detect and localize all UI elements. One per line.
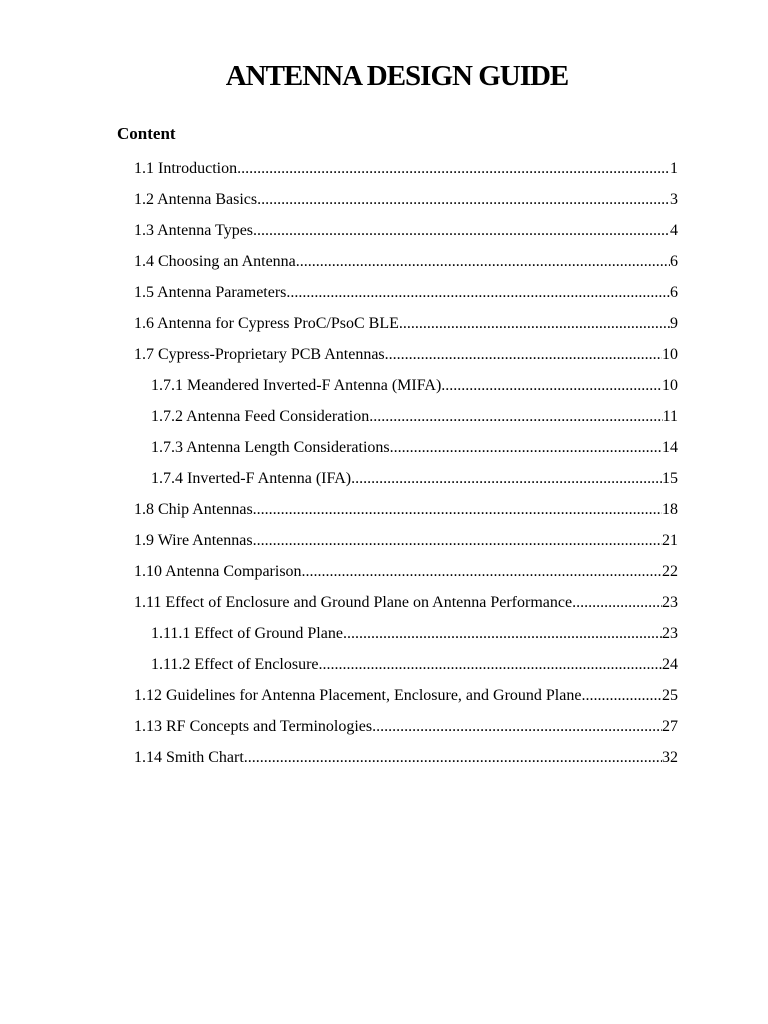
toc-dot-leader <box>369 405 662 429</box>
toc-entry-page-number: 15 <box>662 469 678 487</box>
toc-entry[interactable] <box>0 618 768 649</box>
toc-entry-page-number: 10 <box>662 376 678 394</box>
toc-dot-leader <box>319 653 663 677</box>
toc-entry-title: 1.8 Chip Antennas <box>134 500 253 518</box>
toc-dot-leader <box>244 746 662 770</box>
toc-dot-leader <box>296 250 670 274</box>
toc-dot-leader <box>253 498 662 522</box>
toc-entry-title: 1.7.4 Inverted-F Antenna (IFA) <box>151 469 352 487</box>
toc-entry-page-number: 14 <box>662 438 678 456</box>
toc-entry-page-number: 9 <box>670 314 678 332</box>
toc-entry[interactable] <box>0 711 768 742</box>
toc-entry[interactable] <box>0 308 768 339</box>
toc-entry-page-number: 27 <box>662 717 678 735</box>
toc-entry-title: 1.11.2 Effect of Enclosure <box>151 655 319 673</box>
toc-dot-leader <box>581 684 662 708</box>
toc-dot-leader <box>257 188 670 212</box>
toc-entry[interactable] <box>0 742 768 773</box>
toc-entry[interactable] <box>0 153 768 184</box>
toc-entry-title: 1.11 Effect of Enclosure and Ground Plane on Antenna Performance <box>134 593 573 611</box>
toc-entry[interactable] <box>0 184 768 215</box>
table-of-contents <box>0 153 768 773</box>
toc-entry[interactable] <box>0 246 768 277</box>
toc-dot-leader <box>253 529 662 553</box>
toc-entry-page-number: 23 <box>662 624 678 642</box>
toc-entry[interactable] <box>0 401 768 432</box>
toc-entry-title: 1.7.3 Antenna Length Considerations <box>151 438 390 456</box>
toc-entry-title: 1.14 Smith Chart <box>134 748 244 766</box>
toc-entry-title: 1.3 Antenna Types <box>134 221 254 239</box>
toc-entry[interactable] <box>0 649 768 680</box>
toc-entry-title: 1.2 Antenna Basics <box>134 190 258 208</box>
toc-entry[interactable] <box>0 277 768 308</box>
toc-entry-title: 1.7 Cypress-Proprietary PCB Antennas <box>134 345 385 363</box>
toc-entry-page-number: 24 <box>662 655 678 673</box>
toc-entry[interactable] <box>0 494 768 525</box>
toc-entry-page-number: 6 <box>670 252 678 270</box>
toc-entry[interactable] <box>0 680 768 711</box>
toc-dot-leader <box>390 436 662 460</box>
toc-entry-title: 1.7.2 Antenna Feed Consideration <box>151 407 370 425</box>
toc-entry-page-number: 4 <box>670 221 678 239</box>
toc-entry[interactable] <box>0 463 768 494</box>
toc-dot-leader <box>237 157 670 181</box>
toc-dot-leader <box>572 591 662 615</box>
toc-dot-leader <box>399 312 670 336</box>
toc-entry-title: 1.10 Antenna Comparison <box>134 562 302 580</box>
toc-entry-title: 1.9 Wire Antennas <box>134 531 253 549</box>
toc-entry-page-number: 3 <box>670 190 678 208</box>
toc-entry-page-number: 22 <box>662 562 678 580</box>
toc-entry-title: 1.11.1 Effect of Ground Plane <box>151 624 343 642</box>
document-title: ANTENNA DESIGN GUIDE <box>225 60 569 92</box>
toc-entry[interactable] <box>0 432 768 463</box>
toc-entry[interactable] <box>0 370 768 401</box>
toc-entry-page-number: 25 <box>662 686 678 704</box>
toc-entry[interactable] <box>0 556 768 587</box>
toc-entry-page-number: 21 <box>662 531 678 549</box>
toc-entry[interactable] <box>0 587 768 618</box>
toc-entry-title: 1.12 Guidelines for Antenna Placement, Enclosure, and Ground Plane <box>134 686 582 704</box>
toc-entry-title: 1.7.1 Meandered Inverted-F Antenna (MIFA) <box>151 376 442 394</box>
toc-entry-page-number: 6 <box>670 283 678 301</box>
toc-entry[interactable] <box>0 339 768 370</box>
toc-dot-leader <box>343 622 662 646</box>
toc-dot-leader <box>302 560 662 584</box>
toc-heading: Content <box>117 124 176 143</box>
toc-entry[interactable] <box>0 215 768 246</box>
toc-entry-page-number: 18 <box>662 500 678 518</box>
toc-entry-page-number: 23 <box>662 593 678 611</box>
toc-dot-leader <box>351 467 662 491</box>
toc-dot-leader <box>385 343 662 367</box>
toc-entry-title: 1.1 Introduction <box>134 159 238 177</box>
toc-dot-leader <box>286 281 670 305</box>
toc-entry-page-number: 10 <box>662 345 678 363</box>
toc-dot-leader <box>253 219 670 243</box>
toc-dot-leader <box>372 715 662 739</box>
toc-entry-title: 1.4 Choosing an Antenna <box>134 252 296 270</box>
toc-entry-page-number: 1 <box>670 159 678 177</box>
toc-entry-page-number: 11 <box>662 407 678 425</box>
toc-entry-title: 1.5 Antenna Parameters <box>134 283 287 301</box>
toc-entry[interactable] <box>0 525 768 556</box>
toc-entry-title: 1.6 Antenna for Cypress ProC/PsoC BLE <box>134 314 399 332</box>
toc-entry-page-number: 32 <box>662 748 678 766</box>
toc-entry-title: 1.13 RF Concepts and Terminologies <box>134 717 373 735</box>
toc-dot-leader <box>441 374 662 398</box>
